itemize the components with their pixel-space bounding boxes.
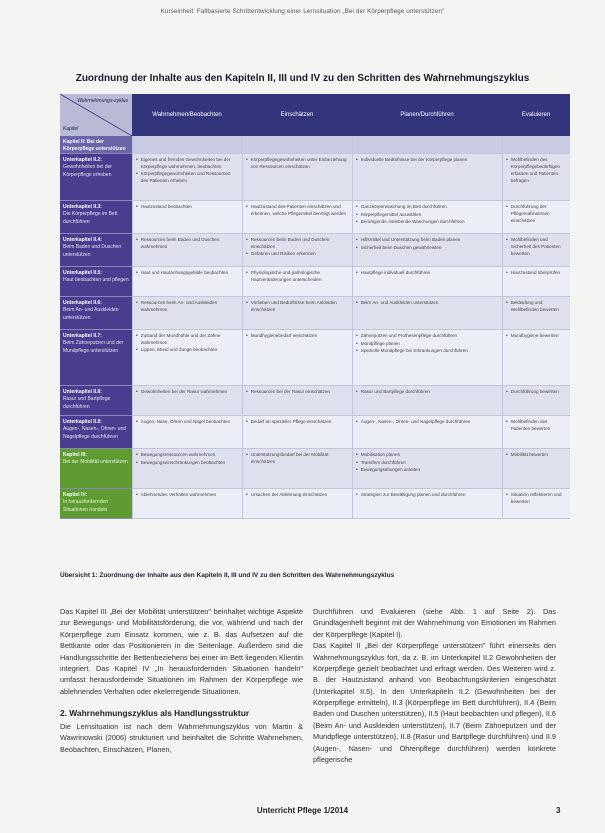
table-cell — [352, 154, 502, 201]
cell-text: • Körperpflegegewohnheiten unter Einbeziehung von Ressourcen einschätzen — [250, 157, 347, 169]
table-cell — [502, 297, 570, 330]
row-label — [60, 330, 132, 386]
cell-bullet — [506, 333, 567, 341]
row-label-chapter: Unterkapitel II.7: — [63, 333, 102, 339]
row-label-title: Beim An- und Auskleiden unterstützen — [63, 307, 119, 321]
row-label — [60, 201, 132, 234]
table-cell — [132, 489, 242, 519]
table-row — [60, 267, 570, 297]
cell-bullet — [356, 333, 499, 341]
table-cell — [502, 267, 570, 297]
cell-bullet — [356, 237, 499, 245]
cell-bullet — [356, 492, 499, 500]
cell-bullet — [136, 347, 239, 355]
cell-text: • Ablehnendes Verhalten wahrnehmen — [140, 492, 217, 497]
cell-bullet — [356, 270, 499, 278]
paragraph: Das Kapitel III „Bei der Mobilität unterstützen" beinhaltet wichtige Aspekte zur Bewegungs- und Mobilitätsförderung, die vor, während und nach der Körperpflege zum Einsatz kommen, wie z. B. das Aufsetzen auf die Bettkante oder das Positionieren in die Seitenlage. Außerdem sind die Handlungsschritte der Bettenbeziehens bei einer im Bett liegenden Klientin integriert. Das Kapitel IV „In herausfordernden Situationen handeln" umfasst herausfordernde Situationen im Rahmen der Körperpflege wie ablehnendes Verhalten oder ekelerregende Situationen. — [60, 607, 303, 696]
row-label — [60, 234, 132, 267]
row-label-title: Beim Zähneputzen und der Mundpflege unterstützen — [63, 340, 124, 354]
cell-bullet — [506, 204, 567, 225]
cell-bullet — [246, 419, 349, 427]
table-cell — [352, 386, 502, 416]
row-label-title: Bei der Mobilität unterstützen — [63, 459, 128, 466]
text-column-left — [60, 606, 303, 755]
cell-bullet — [506, 300, 567, 314]
cell-text: • Ursachen der Ablehnung einschätzen — [250, 492, 328, 497]
cell-bullet — [356, 245, 499, 253]
cell-text: • Ganzkörperwaschung im Bett durchführen — [360, 204, 447, 209]
table-cell — [242, 154, 352, 201]
cell-bullet — [356, 341, 499, 349]
cell-bullet — [506, 237, 567, 258]
table-cell — [352, 136, 502, 154]
column-header: Einschätzen — [280, 112, 314, 118]
cell-text: • Eigenes und fremdes Gewohnheiten bei der Körperpflege wahrnehmen, beobachten — [140, 157, 231, 169]
table-row — [60, 234, 570, 267]
cell-bullet — [136, 460, 239, 468]
cell-text: • Bewegungseinschränkungen beobachten — [140, 459, 226, 465]
table-row — [60, 330, 570, 386]
row-label — [60, 154, 132, 201]
cell-text: • Ressourcen beim An- und Auskleiden wahrnehmen — [140, 300, 218, 312]
table-cell — [132, 386, 242, 416]
cell-text: • Rasur und Bartpflege durchführen — [360, 389, 430, 394]
table-cell — [242, 234, 352, 267]
row-label-chapter: Kapitel III: — [63, 452, 87, 458]
table-cell — [242, 136, 352, 154]
cell-bullet — [246, 300, 349, 314]
cell-text: • Bewegungsübungen anleiten — [360, 467, 421, 472]
row-label-chapter: Unterkapitel II.5: — [63, 270, 102, 276]
cell-text: • Hautzustand überprüfen — [510, 270, 561, 275]
cell-text: • Spezielle Mundpflege bei Erkrankungen durchführen — [360, 348, 468, 353]
cell-bullet — [356, 460, 499, 468]
cell-text: • Hautzustand des Patienten einschätzen und erkennen, welche Pflegemittel benötigt werden — [250, 204, 347, 216]
table-cell — [502, 201, 570, 234]
cell-text: • Wohlbefinden und Sicherheit des Patienten bewerten — [510, 237, 561, 256]
cell-bullet — [246, 492, 349, 500]
table-cell — [132, 136, 242, 154]
row-label — [60, 449, 132, 489]
cell-text: • Ressourcen beim Baden und Duschen wahrnehmen — [140, 237, 220, 249]
cell-text: • Mobilisation planen — [360, 452, 401, 457]
cell-text: • Ressourcen beim Baden und Duschen einschätzen — [250, 237, 330, 249]
cell-text: • Augen, Nase, Ohren und Nägel beobachten — [140, 419, 231, 424]
row-label-title: Haut beobachten und pflegen — [63, 277, 129, 284]
table-cell — [502, 489, 570, 519]
cell-bullet — [246, 389, 349, 397]
row-label-title: Augen-, Nasen-, Ohren- und Nagelpflege durchführen — [63, 426, 127, 440]
table-cell — [132, 154, 242, 201]
cell-bullet — [506, 389, 567, 397]
table-cell — [132, 330, 242, 386]
table-cell — [502, 416, 570, 449]
page-title: Zuordnung der Inhalte aus den Kapiteln II, III und IV zu den Schritten des Wahrnehmungszyklus — [75, 73, 530, 84]
cell-text: • Physiologische und pathologische Hautveränderungen unterscheiden — [250, 270, 322, 282]
row-label — [60, 386, 132, 416]
corner-top-label: Wahrnehmungs-zyklus — [77, 98, 128, 104]
cell-text: • Individuelle Bedürfnisse bei der Körperpflege planen — [360, 157, 468, 162]
cell-text: • Bedarf an spezieller Pflege einschätzen — [250, 419, 332, 424]
row-label-chapter: Unterkapitel II.2: — [63, 157, 102, 163]
table-corner — [60, 94, 132, 136]
cell-text: • Gewohnheiten bei der Rasur wahrnehmen — [140, 389, 228, 394]
cell-text: • Durchführung bewerten — [510, 389, 559, 394]
row-label — [60, 297, 132, 330]
cell-text: • Mundpflege planen — [360, 340, 400, 346]
table-row — [60, 297, 570, 330]
table-row — [60, 154, 570, 201]
cell-bullet — [356, 219, 499, 227]
table-cell — [352, 297, 502, 330]
row-label-title: Rasur und Bartpflege durchführen — [63, 396, 111, 410]
cell-bullet — [356, 467, 499, 475]
cell-text: • Durchführung der Pflegemaßnahmen einschätzen — [510, 204, 550, 223]
cell-text: • Beruhigende, belebende Waschungen durchführen — [360, 219, 465, 224]
cell-text: • Wohlbefinden des Patienten bewerten — [510, 419, 551, 431]
cell-text: • Sicherheit beim Duschen gewährleisten — [360, 244, 442, 250]
table-cell — [132, 297, 242, 330]
table-row — [60, 136, 570, 154]
table-cell — [132, 416, 242, 449]
page-number: 3 — [556, 806, 561, 815]
row-label-chapter: Unterkapitel II.4: — [63, 237, 102, 243]
row-label-title: Beim Baden und Duschen unterstützen — [63, 244, 122, 258]
cell-text: • Transfers durchführen — [360, 459, 406, 465]
cell-text: • Zustand der Mundhöhle und der Zähne wahrnehmen — [140, 333, 221, 345]
cell-bullet — [246, 157, 349, 171]
cell-bullet — [246, 333, 349, 341]
cell-text: • Wohlbefinden des Körperpflegebedürftigen erfassen und Patienten befragen — [510, 157, 561, 183]
row-label-chapter: Unterkapitel II.9: — [63, 419, 102, 425]
table-cell — [502, 136, 570, 154]
cell-text: • Unterstützungsbedarf bei der Mobilität einschätzen — [250, 452, 329, 464]
corner-bottom-label: Kapitel — [63, 126, 79, 132]
row-label-title: In herausfordernden Situationen handeln — [63, 499, 109, 513]
cell-bullet — [246, 204, 349, 218]
paragraph: Durchführen und Evaluieren (siehe Abb. 1 auf Seite 2). Das Grundlagenheft beginnt mit der Wahrnehmung von Emotionen im Rahmen der Körperpflege (Kapitel I). — [313, 607, 556, 639]
paragraph: Das Kapitel II „Bei der Körperpflege unterstützen" führt einerseits den Wahrnehmungszyklus fort, da z. B. im Unterkapitel II.2 Gewohnheiten der Körperpflege gezielt beobachtet und erfragt werden. Des Weiteren wird z. B. der Hautzustand anhand von Beobachtungskriterien eingeschätzt (Unterkapitel II.5). In den Unterkapiteln II.2 (Gewohnheiten bei der Körperpflege ermitteln), II.3 (Körperpflege im Bett durchführen), II.4 (Beim Baden und Duschen unterstützen), II.5 (Haut beobachten und pflegen), II.6 (Beim An- und Auskleiden unterstützen), II.7 (Beim Zähneputzen und der Mundpflege unterstützen), II.8 (Rasur und Bartpflege durchführen) und II.9 (Augen-, Nasen- und Ohrenpflege durchführen) werden konkrete pflegerische — [313, 641, 556, 764]
overview-table — [60, 94, 570, 569]
table-cell — [132, 234, 242, 267]
table-cell — [352, 330, 502, 386]
table-cell — [352, 267, 502, 297]
cell-bullet — [506, 157, 567, 185]
table-row — [60, 489, 570, 519]
cell-text: • Mundhygienebedarf einschätzen — [250, 333, 318, 338]
column-header: Planen/Durchführen — [400, 112, 454, 118]
cell-text: • Hautpflege individuell durchführen — [360, 270, 431, 275]
row-label-title: Die Körperpflege im Bett durchführen — [63, 211, 118, 225]
row-label-chapter: Kapitel IV: — [63, 492, 88, 498]
cell-bullet — [356, 300, 499, 308]
cell-bullet — [136, 237, 239, 251]
cell-bullet — [136, 270, 239, 278]
section-heading: 2. Wahrnehmungszyklus als Handlungsstruktur — [60, 708, 250, 718]
table-cell — [242, 489, 352, 519]
cell-bullet — [246, 270, 349, 284]
cell-bullet — [136, 333, 239, 347]
cell-bullet — [136, 300, 239, 314]
cell-bullet — [356, 452, 499, 460]
cell-text: • Gefahren und Risiken erkennen — [250, 250, 316, 256]
row-label-chapter: Unterkapitel II.3: — [63, 204, 102, 210]
table-cell — [132, 449, 242, 489]
table-row — [60, 416, 570, 449]
cell-text: • Körperpflegegewohnheiten und Ressourcen des Patienten erheben — [140, 170, 231, 183]
table-cell — [352, 449, 502, 489]
column-header: Evaluieren — [521, 112, 551, 118]
cell-text: • Haut und Hautanhangsgebilde beobachten — [140, 270, 229, 275]
cell-text: • Lippen, Mund und Zunge beobachten — [140, 346, 218, 352]
table-cell — [242, 330, 352, 386]
table-cell — [242, 449, 352, 489]
cell-text: • Bewegungsressourcen wahrnehmen — [140, 452, 216, 457]
cell-text: • Augen-, Nasen-, Ohren- und Nagelpflege durchführen — [360, 419, 471, 424]
cell-text: • Hautzustand beobachten — [140, 204, 192, 209]
cell-bullet — [136, 389, 239, 397]
table-cell — [502, 386, 570, 416]
cell-bullet — [356, 212, 499, 220]
row-label-chapter: Unterkapitel II.6: — [63, 300, 102, 306]
table-header — [60, 94, 570, 136]
cell-bullet — [506, 270, 567, 278]
cell-text: • Mobilität bewerten — [510, 452, 549, 457]
table-cell — [132, 201, 242, 234]
cell-bullet — [356, 157, 499, 165]
cell-text: • Bekleidung und Wohlbefinden bewerten — [510, 300, 559, 312]
cell-text: • Strategien zur Bewältigung planen und durchführen — [360, 492, 466, 497]
cell-bullet — [246, 452, 349, 466]
row-label — [60, 267, 132, 297]
table-row — [60, 201, 570, 234]
cell-bullet — [356, 348, 499, 356]
cell-bullet — [136, 419, 239, 427]
cell-bullet — [136, 452, 239, 460]
row-label — [60, 489, 132, 519]
cell-bullet — [136, 171, 239, 185]
table-cell — [242, 416, 352, 449]
row-label-chapter: Unterkapitel II.8: — [63, 389, 102, 395]
table-cell — [352, 489, 502, 519]
row-label-title: Gewohnheiten bei der Körperpflege erheben — [63, 164, 112, 178]
table-cell — [352, 201, 502, 234]
footer: Unterricht Pflege 1/2014 — [256, 806, 349, 815]
table-caption: Übersicht 1: Zuordnung der Inhalte aus den Kapiteln II, III und IV zu den Schritten des Wahrnehmungszyklus — [60, 572, 395, 579]
cell-bullet — [506, 419, 567, 433]
cell-text: • Zähneputzen und Prothesenpflege durchführen — [360, 333, 458, 338]
cell-bullet — [246, 237, 349, 251]
cell-text: • Ressourcen bei der Rasur einschätzen — [250, 389, 330, 394]
cell-bullet — [136, 157, 239, 171]
cell-bullet — [136, 492, 239, 500]
column-header: Wahrnehmen/Beobachten — [152, 112, 222, 118]
cell-text: • Vorlieben und Bedürfnisse beim Ankleiden einschätzen — [250, 300, 337, 312]
table-cell — [242, 386, 352, 416]
cell-bullet — [136, 204, 239, 212]
cell-text: • Situation reflektieren und bewerten — [510, 492, 562, 504]
table-cell — [352, 416, 502, 449]
cell-text: • Hilfsmittel und Unterstützung beim Baden planen — [360, 237, 461, 242]
table-cell — [502, 154, 570, 201]
cell-bullet — [356, 419, 499, 427]
text-column-right — [313, 606, 556, 765]
table-cell — [242, 267, 352, 297]
table-cell — [242, 297, 352, 330]
table-row — [60, 386, 570, 416]
cell-text: • Mundhygiene bewerten — [510, 333, 559, 338]
table-cell — [242, 201, 352, 234]
table-cell — [132, 267, 242, 297]
paragraph: Die Lernsituation ist nach dem Wahrnehmungszyklus von Martin & Wawrinowski (2006) strukturiert und beinhaltet die Schritte Wahrnehmen, Beobachten, Einschätzen, Planen, — [60, 722, 303, 754]
cell-text: • Beim An- und Auskleiden unterstützen — [360, 300, 439, 305]
table-cell — [502, 449, 570, 489]
cell-bullet — [506, 492, 567, 506]
row-label — [60, 136, 132, 154]
table-cell — [352, 234, 502, 267]
row-label — [60, 416, 132, 449]
cell-text: • Körperpflegemittel auswählen — [360, 211, 422, 217]
row-label-chapter: Kapitel II: Bei der Körperpflege unterstützen — [63, 139, 126, 153]
cell-bullet — [246, 251, 349, 259]
table-cell — [502, 330, 570, 386]
running-head: Kurseinheit: Fallbasierte Schrittentwicklung einer Lernsituation „Bei der Körperpflege unterstützen" — [160, 8, 445, 15]
cell-bullet — [506, 452, 567, 460]
cell-bullet — [356, 389, 499, 397]
cell-bullet — [356, 204, 499, 212]
table-cell — [502, 234, 570, 267]
table-row — [60, 449, 570, 489]
